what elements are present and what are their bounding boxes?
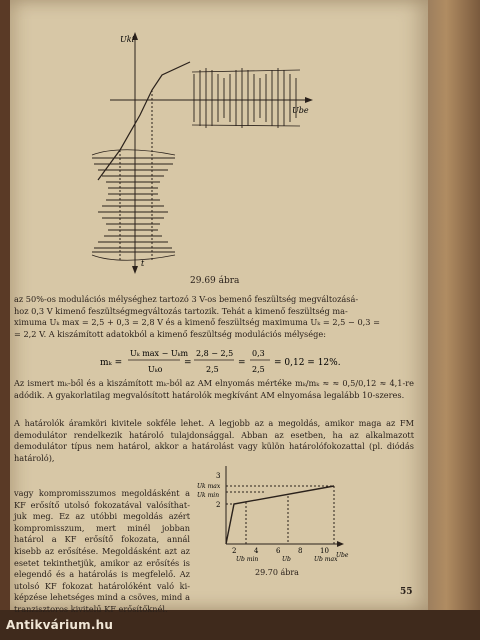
x-label-o: Ub — [282, 556, 291, 563]
formula-frac2-den: 2,5 — [206, 365, 219, 374]
watermark-logo: Antikvárium.hu — [6, 618, 114, 632]
figure-caption-bottom: 29.70 ábra — [255, 568, 299, 577]
y-label-min: Uk min — [197, 492, 220, 499]
formula-result: = 0,12 = 12%. — [274, 358, 341, 368]
paragraph-1-line: hoz 0,3 V kimenő feszültségmegváltozás tartozik. Tehát a kimenő feszültség ma- — [14, 305, 348, 316]
y-label-max: Uk max — [197, 483, 221, 490]
x-label-max: Ub max — [314, 556, 338, 563]
modulation-formula — [100, 342, 360, 382]
figure-29-70 — [196, 464, 349, 563]
paragraph-1 — [14, 294, 414, 340]
x-tick: 8 — [298, 547, 303, 555]
figure-29-69 — [80, 30, 330, 280]
paragraph-3-column: vagy kompromisszumos megoldásként a KF erősítő utolsó fokozatával valósíthat-juk meg. Ez az utóbbi megoldás azért kompromisszum, mert minél jobban határol a KF erősítő fokozata, annál kisebb az erősítése. Megoldásként azt az esetet tekinthetjük, amikor az erősítés is elegendő és a határolás is megfelelő. Az utolsó KF fokozat határolóként való ki-képzése lehetséges mind a csöves, mind a tranzisztoros kivitelű KF erősítőknél. — [14, 488, 190, 614]
y-tick-3: 3 — [216, 472, 221, 480]
formula-lhs: mₖ = — [100, 358, 123, 368]
axis-y-label: Uki — [120, 35, 135, 44]
x-axis-label: Ube — [336, 552, 349, 559]
paragraph-1-line: ximuma Uₖ max = 2,5 + 0,3 = 2,8 V és a kimenő feszültség maximuma Uₖ = 2,5 − 0,3 = — [14, 317, 380, 328]
x-tick: 2 — [232, 547, 237, 555]
formula-frac1-den: Uₖo — [148, 365, 163, 374]
axis-x-label: Ube — [292, 106, 309, 115]
axis-t-label: t — [141, 259, 145, 268]
formula-frac1-num: Uₖ max − Uₖm — [130, 349, 189, 358]
formula-frac2-num: 2,8 − 2,5 — [196, 349, 234, 358]
formula-frac3-den: 2,5 — [252, 365, 265, 374]
input-waveform — [92, 150, 175, 261]
page-number: 55 — [400, 587, 413, 597]
paragraph-2: Az ismert mₖ-ből és a kiszámított mₖ-ból az AM elnyomás mértéke mₖ/mₖ ≈ ≈ 0,5/0,12 ≈ 4,1-re adódik. A gyakorlatilag megvalósított határolók megkívánt AM elnyomása legalább 10-szeres. — [14, 378, 414, 400]
output-waveform — [192, 68, 300, 128]
x-tick: 6 — [276, 547, 281, 555]
figure-caption-top: 29.69 ábra — [190, 276, 240, 286]
x-tick: 4 — [254, 547, 259, 555]
paragraph-1-line: az 50%-os modulációs mélységhez tartozó 3 V-os bemenő feszültség megváltozásá- — [14, 294, 359, 304]
formula-frac3-num: 0,3 — [252, 349, 265, 358]
y-tick-2: 2 — [216, 501, 221, 509]
formula-eq1: = — [184, 358, 192, 368]
paragraph-3-wide: A határolók áramköri kivitele sokféle lehet. A legjobb az a megoldás, amikor maga az FM demodulátor rendelkezik határoló tulajdonsággal. Abban az esetben, ha az alkalmazott demodulátor típus nem határol, akkor a határolást vagy külön határolófokozattal (pl. diódás határoló), — [14, 418, 414, 463]
paragraph-1-line: = 2,2 V. A kiszámított adatokból a kimenő feszültség modulációs mélysége: — [14, 328, 326, 339]
page-edge — [428, 0, 480, 610]
x-tick: 10 — [320, 547, 329, 555]
formula-eq2: = — [238, 358, 246, 368]
x-label-min: Ub min — [236, 556, 259, 563]
